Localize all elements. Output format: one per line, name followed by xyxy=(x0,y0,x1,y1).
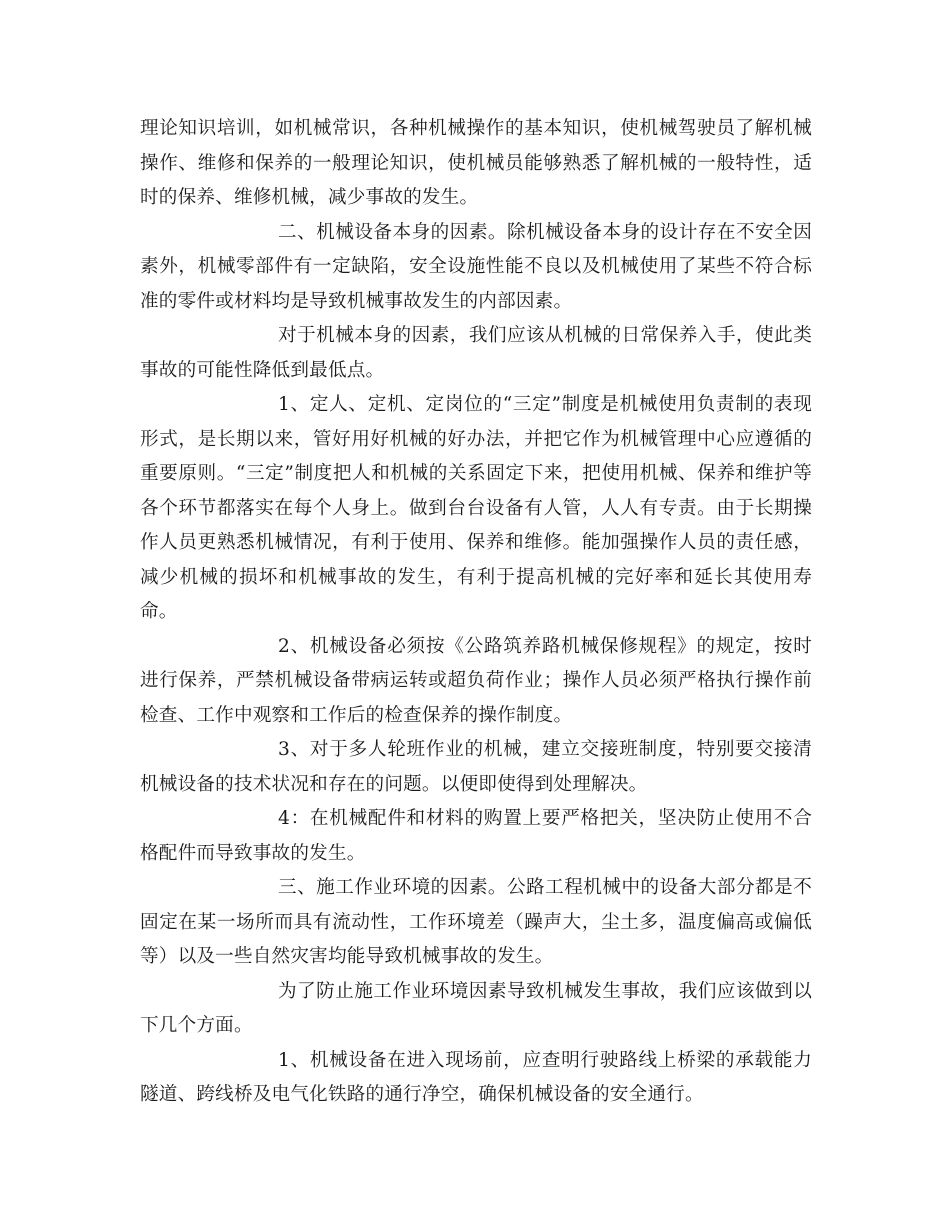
paragraph: 二、机械设备本身的因素。除机械设备本身的设计存在不安全因素外，机械零部件有一定缺陷，安全设施性能不良以及机械使用了某些不符合标准的零件或材料均是导致机械事故发生的内部因素。 xyxy=(140,221,812,312)
paragraph: 3、对于多人轮班作业的机械，建立交接班制度，特别要交接清机械设备的技术状况和存在的问题。以便即使得到处理解决。 xyxy=(140,739,812,795)
paragraph: 2、机械设备必须按《公路筑养路机械保修规程》的规定，按时进行保养，严禁机械设备带病运转或超负荷作业；操作人员必须严格执行操作前检查、工作中观察和工作后的检查保养的操作制度。 xyxy=(140,635,812,726)
paragraph: 三、施工作业环境的因素。公路工程机械中的设备大部分都是不固定在某一场所而具有流动性，工作环境差（躁声大，尘土多，温度偏高或偏低等）以及一些自然灾害均能导致机械事故的发生。 xyxy=(140,877,812,967)
paragraph: 为了防止施工作业环境因素导致机械发生事故，我们应该做到以下几个方面。 xyxy=(140,980,812,1036)
paragraph: 对于机械本身的因素，我们应该从机械的日常保养入手，使此类事故的可能性降低到最低点。 xyxy=(140,325,812,381)
paragraph: 1、机械设备在进入现场前，应查明行驶路线上桥梁的承载能力隧道、跨线桥及电气化铁路的通行净空，确保机械设备的安全通行。 xyxy=(140,1049,812,1105)
paragraph: 4：在机械配件和材料的购置上要严格把关，坚决防止使用不合格配件而导致事故的发生。 xyxy=(140,808,812,864)
document-body xyxy=(140,112,812,1113)
paragraph: 1、定人、定机、定岗位的“三定”制度是机械使用负责制的表现形式，是长期以来，管好用好机械的好办法，并把它作为机械管理中心应遵循的重要原则。“三定”制度把人和机械的关系固定下来，把使用机械、保养和维护等各个环节都落实在每个人身上。做到台台设备有人管，人人有专责。由于长期操作人员更熟悉机械情况，有利于使用、保养和维修。能加强操作人员的责任感，减少机械的损坏和机械事故的发生，有利于提高机械的完好率和延长其使用寿命。 xyxy=(140,394,812,622)
paragraph: 理论知识培训，如机械常识，各种机械操作的基本知识，使机械驾驶员了解机械操作、维修和保养的一般理论知识，使机械员能够熟悉了解机械的一般特性，适时的保养、维修机械，减少事故的发生。 xyxy=(140,118,812,208)
